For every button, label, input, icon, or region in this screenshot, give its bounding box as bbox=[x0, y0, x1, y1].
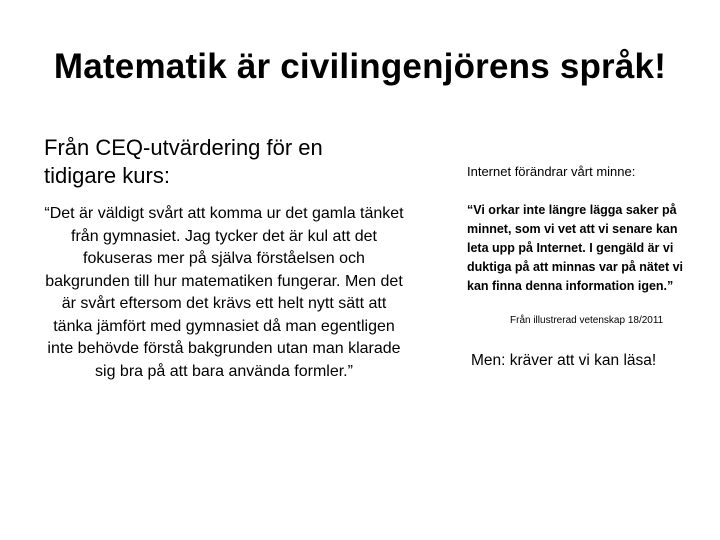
internet-quote: “Vi orkar inte längre lägga saker på minnet, som vi vet att vi senare kan leta upp på Internet. I gengäld är vi duktiga på att minnas var på nätet vi kan finna denna information igen.” bbox=[467, 203, 684, 293]
ceq-quote: “Det är väldigt svårt att komma ur det gamla tänket från gymnasiet. Jag tycker det är kul att det fokuseras mer på själva förståelsen och bakgrunden till hur matematiken fungerar. Men det är svårt eftersom det krävs ett helt nytt sätt att tänka jämfört med gymnasiet då man egentligen inte behövde förstå bakgrunden utan man klarade sig bra på att bara använda formler.” bbox=[44, 205, 404, 380]
ceq-heading: Från CEQ-utvärdering för en tidigare kurs: bbox=[44, 135, 323, 188]
slide-title: Matematik är civilingenjörens språk! bbox=[53, 47, 667, 86]
reading-note: Men: kräver att vi kan läsa! bbox=[471, 352, 657, 369]
quote-source: Från illustrerad vetenskap 18/2011 bbox=[510, 315, 664, 326]
internet-heading: Internet förändrar vårt minne: bbox=[467, 164, 636, 179]
